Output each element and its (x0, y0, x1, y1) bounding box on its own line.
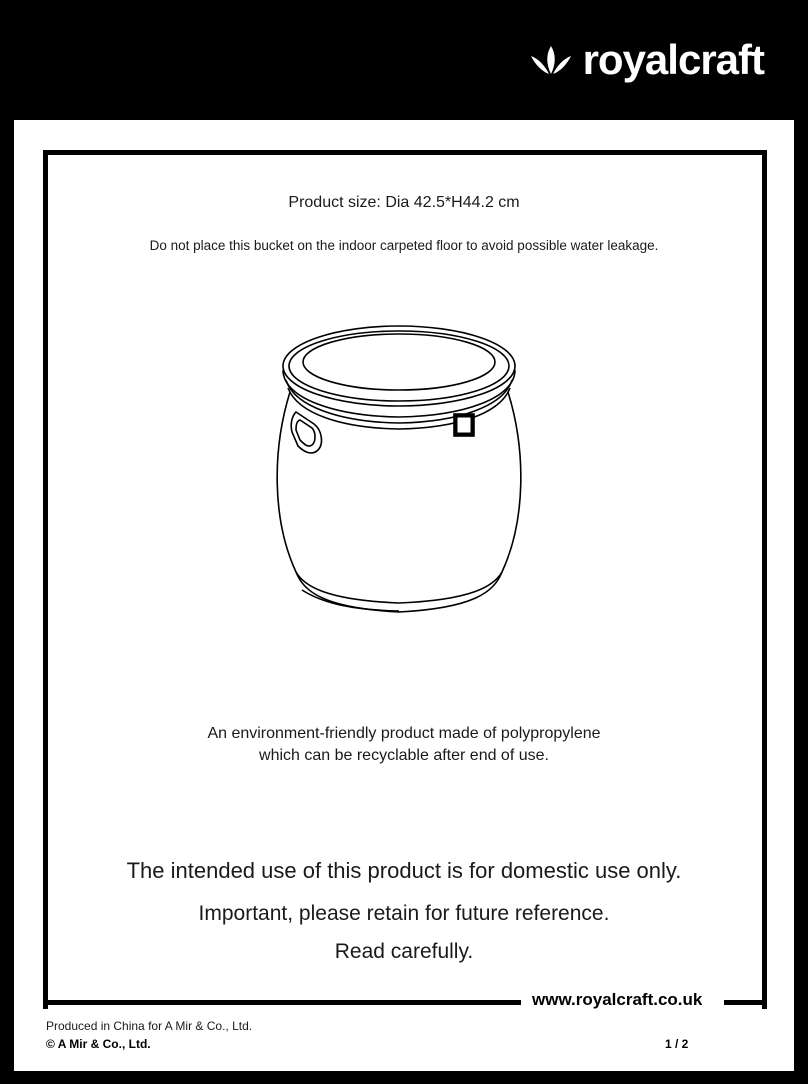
copyright-note: © A Mir & Co., Ltd. (46, 1037, 151, 1051)
product-size: Product size: Dia 42.5*H44.2 cm (288, 194, 520, 211)
brand-name: royalcraft (582, 36, 764, 83)
crown-leaf-icon (529, 44, 573, 76)
environment-note (14, 723, 794, 767)
produced-note: Produced in China for A Mir & Co., Ltd. (46, 1019, 253, 1033)
environment-line-2: which can be recyclable after end of use. (259, 747, 549, 764)
important-note: Important, please retain for future reference. (198, 902, 610, 925)
frame-divider-right (724, 1000, 762, 1005)
frame-divider-left (43, 1000, 521, 1005)
instruction-sheet (14, 120, 794, 1071)
domestic-use-note: The intended use of this product is for domestic use only. (126, 858, 682, 883)
website-link[interactable]: www.royalcraft.co.uk (532, 990, 703, 1009)
placement-warning: Do not place this bucket on the indoor carpeted floor to avoid possible water leakage. (149, 238, 659, 253)
read-carefully-note: Read carefully. (334, 940, 474, 963)
bucket-illustration (264, 320, 534, 640)
environment-line-1: An environment-friendly product made of polypropylene (207, 725, 601, 742)
page-number: 1 / 2 (665, 1037, 689, 1051)
header-bar (0, 0, 808, 120)
brand-logo (529, 36, 764, 84)
